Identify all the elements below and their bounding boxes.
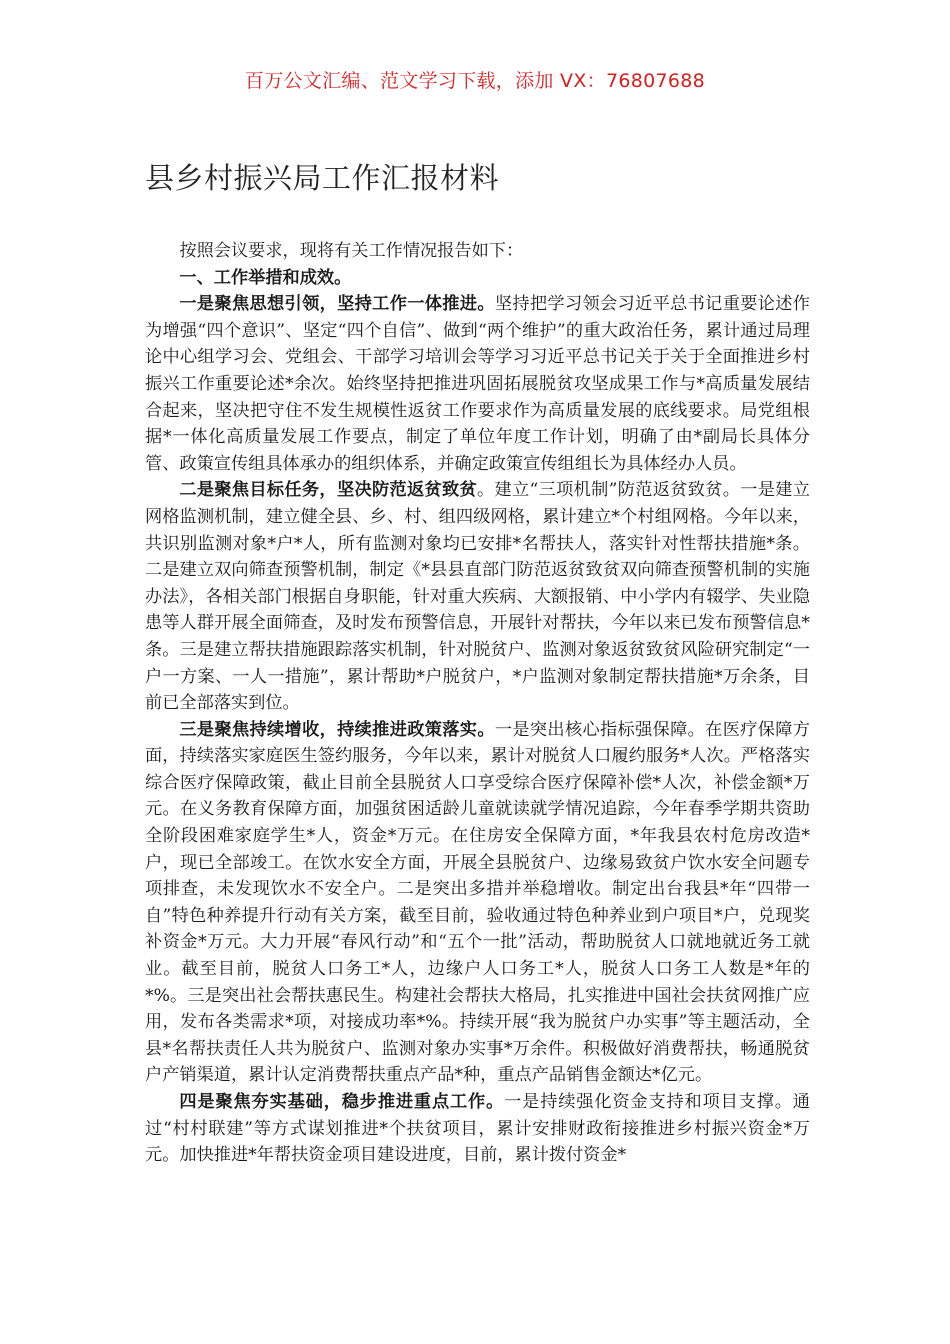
paragraph-1-lead: 一是聚焦思想引领，坚持工作一体推进。	[179, 294, 495, 315]
paragraph-3	[145, 717, 810, 1089]
paragraph-4-lead: 四是聚焦夯实基础，稳步推进重点工作。	[179, 1092, 505, 1112]
document-body	[145, 238, 810, 1169]
header-banner: 百万公文汇编、范文学习下载，添加 VX：76807688	[244, 70, 706, 92]
paragraph-4	[145, 1089, 810, 1169]
paragraph-3-lead: 三是聚焦持续增收，持续推进政策落实。	[179, 719, 495, 740]
section-heading	[145, 265, 810, 292]
paragraph-2-text: 。建立“三项机制”防范返贫致贫。一是建立网格监测机制，建立健全县、乡、村、组四级网格，累计建立*个村组网格。今年以来，共识别监测对象*户*人，所有监测对象均已安排*名帮扶人，落实针对性帮扶措施*条。二是建立双向筛查预警机制，制定《*县县直部门防范返贫致贫双向筛查预警机制的实施办法》，各相关部门根据自身职能，针对重大疾病、大额报销、中小学内有辍学、失业隐患等人群开展全面筛查，及时发布预警信息，开展针对帮扶，今年以来已发布预警信息*条。三是建立帮扶措施跟踪落实机制，针对脱贫户、监测对象返贫致贫风险研究制定“一户一方案、一人一措施”，累计帮助*户脱贫户，*户监测对象制定帮扶措施*万余条，目前已全部落实到位。	[145, 480, 810, 714]
paragraph-3-text: 一是突出核心指标强保障。在医疗保障方面，持续落实家庭医生签约服务，今年以来，累计对脱贫人口履约服务*人次。严格落实综合医疗保障政策，截止目前全县脱贫人口享受综合医疗保障补偿*人次，补偿金额*万元。在义务教育保障方面，加强贫困适龄儿童就读就学情况追踪，今年春季学期共资助全阶段困难家庭学生*人，资金*万元。在住房安全保障方面，*年我县农村危房改造*户，现已全部竣工。在饮水安全方面，开展全县脱贫户、边缘易致贫户饮水安全问题专项排查，未发现饮水不安全户。二是突出多措并举稳增收。制定出台我县*年“四带一自”特色种养提升行动有关方案，截至目前，验收通过特色种养业到户项目*户，兑现奖补资金*万元。大力开展“春风行动”和“五个一批”活动，帮助脱贫人口就地就近务工就业。截至目前，脱贫人口务工*人，边缘户人口务工*人，脱贫人口务工人数是*年的*%。三是突出社会帮扶惠民生。构建社会帮扶大格局，扎实推进中国社会扶贫网推广应用，发布各类需求*项，对接成功率*%。持续开展“我为脱贫户办实事”等主题活动，全县*名帮扶责任人共为脱贫户、监测对象办实事*万余件。积极做好消费帮扶，畅通脱贫户产销渠道，累计认定消费帮扶重点产品*种，重点产品销售金额达*亿元。	[145, 719, 810, 1086]
paragraph-1	[145, 291, 810, 477]
section-heading-text: 一、工作举措和成效。	[179, 267, 352, 288]
paragraph-4-text: 一是持续强化资金支持和项目支撑。通过“村村联建”等方式谋划推进*个扶贫项目，累计安排财政衔接推进乡村振兴资金*万元。加快推进*年帮扶资金项目建设进度，目前，累计拨付资金*	[145, 1092, 810, 1166]
paragraph-2-lead: 二是聚焦目标任务，坚决防范返贫致贫	[179, 480, 477, 501]
paragraph-2	[145, 477, 810, 716]
document-title: 县乡村振兴局工作汇报材料	[145, 161, 500, 195]
paragraph-1-text: 坚持把学习领会习近平总书记重要论述作为增强“四个意识”、坚定“四个自信”、做到“两个维护”的重大政治任务，累计通过局理论中心组学习会、党组会、干部学习培训会等学习习近平总书记关于关于全面推进乡村振兴工作重要论述*余次。始终坚持把推进巩固拓展脱贫攻坚成果工作与*高质量发展结合起来，坚决把守住不发生规模性返贫工作要求作为高质量发展的底线要求。局党组根据*一体化高质量发展工作要点，制定了单位年度工作计划，明确了由*副局长具体分管、政策宣传组具体承办的组织体系，并确定政策宣传组组长为具体经办人员。	[145, 294, 810, 474]
intro-paragraph: 按照会议要求，现将有关工作情况报告如下：	[179, 241, 524, 261]
